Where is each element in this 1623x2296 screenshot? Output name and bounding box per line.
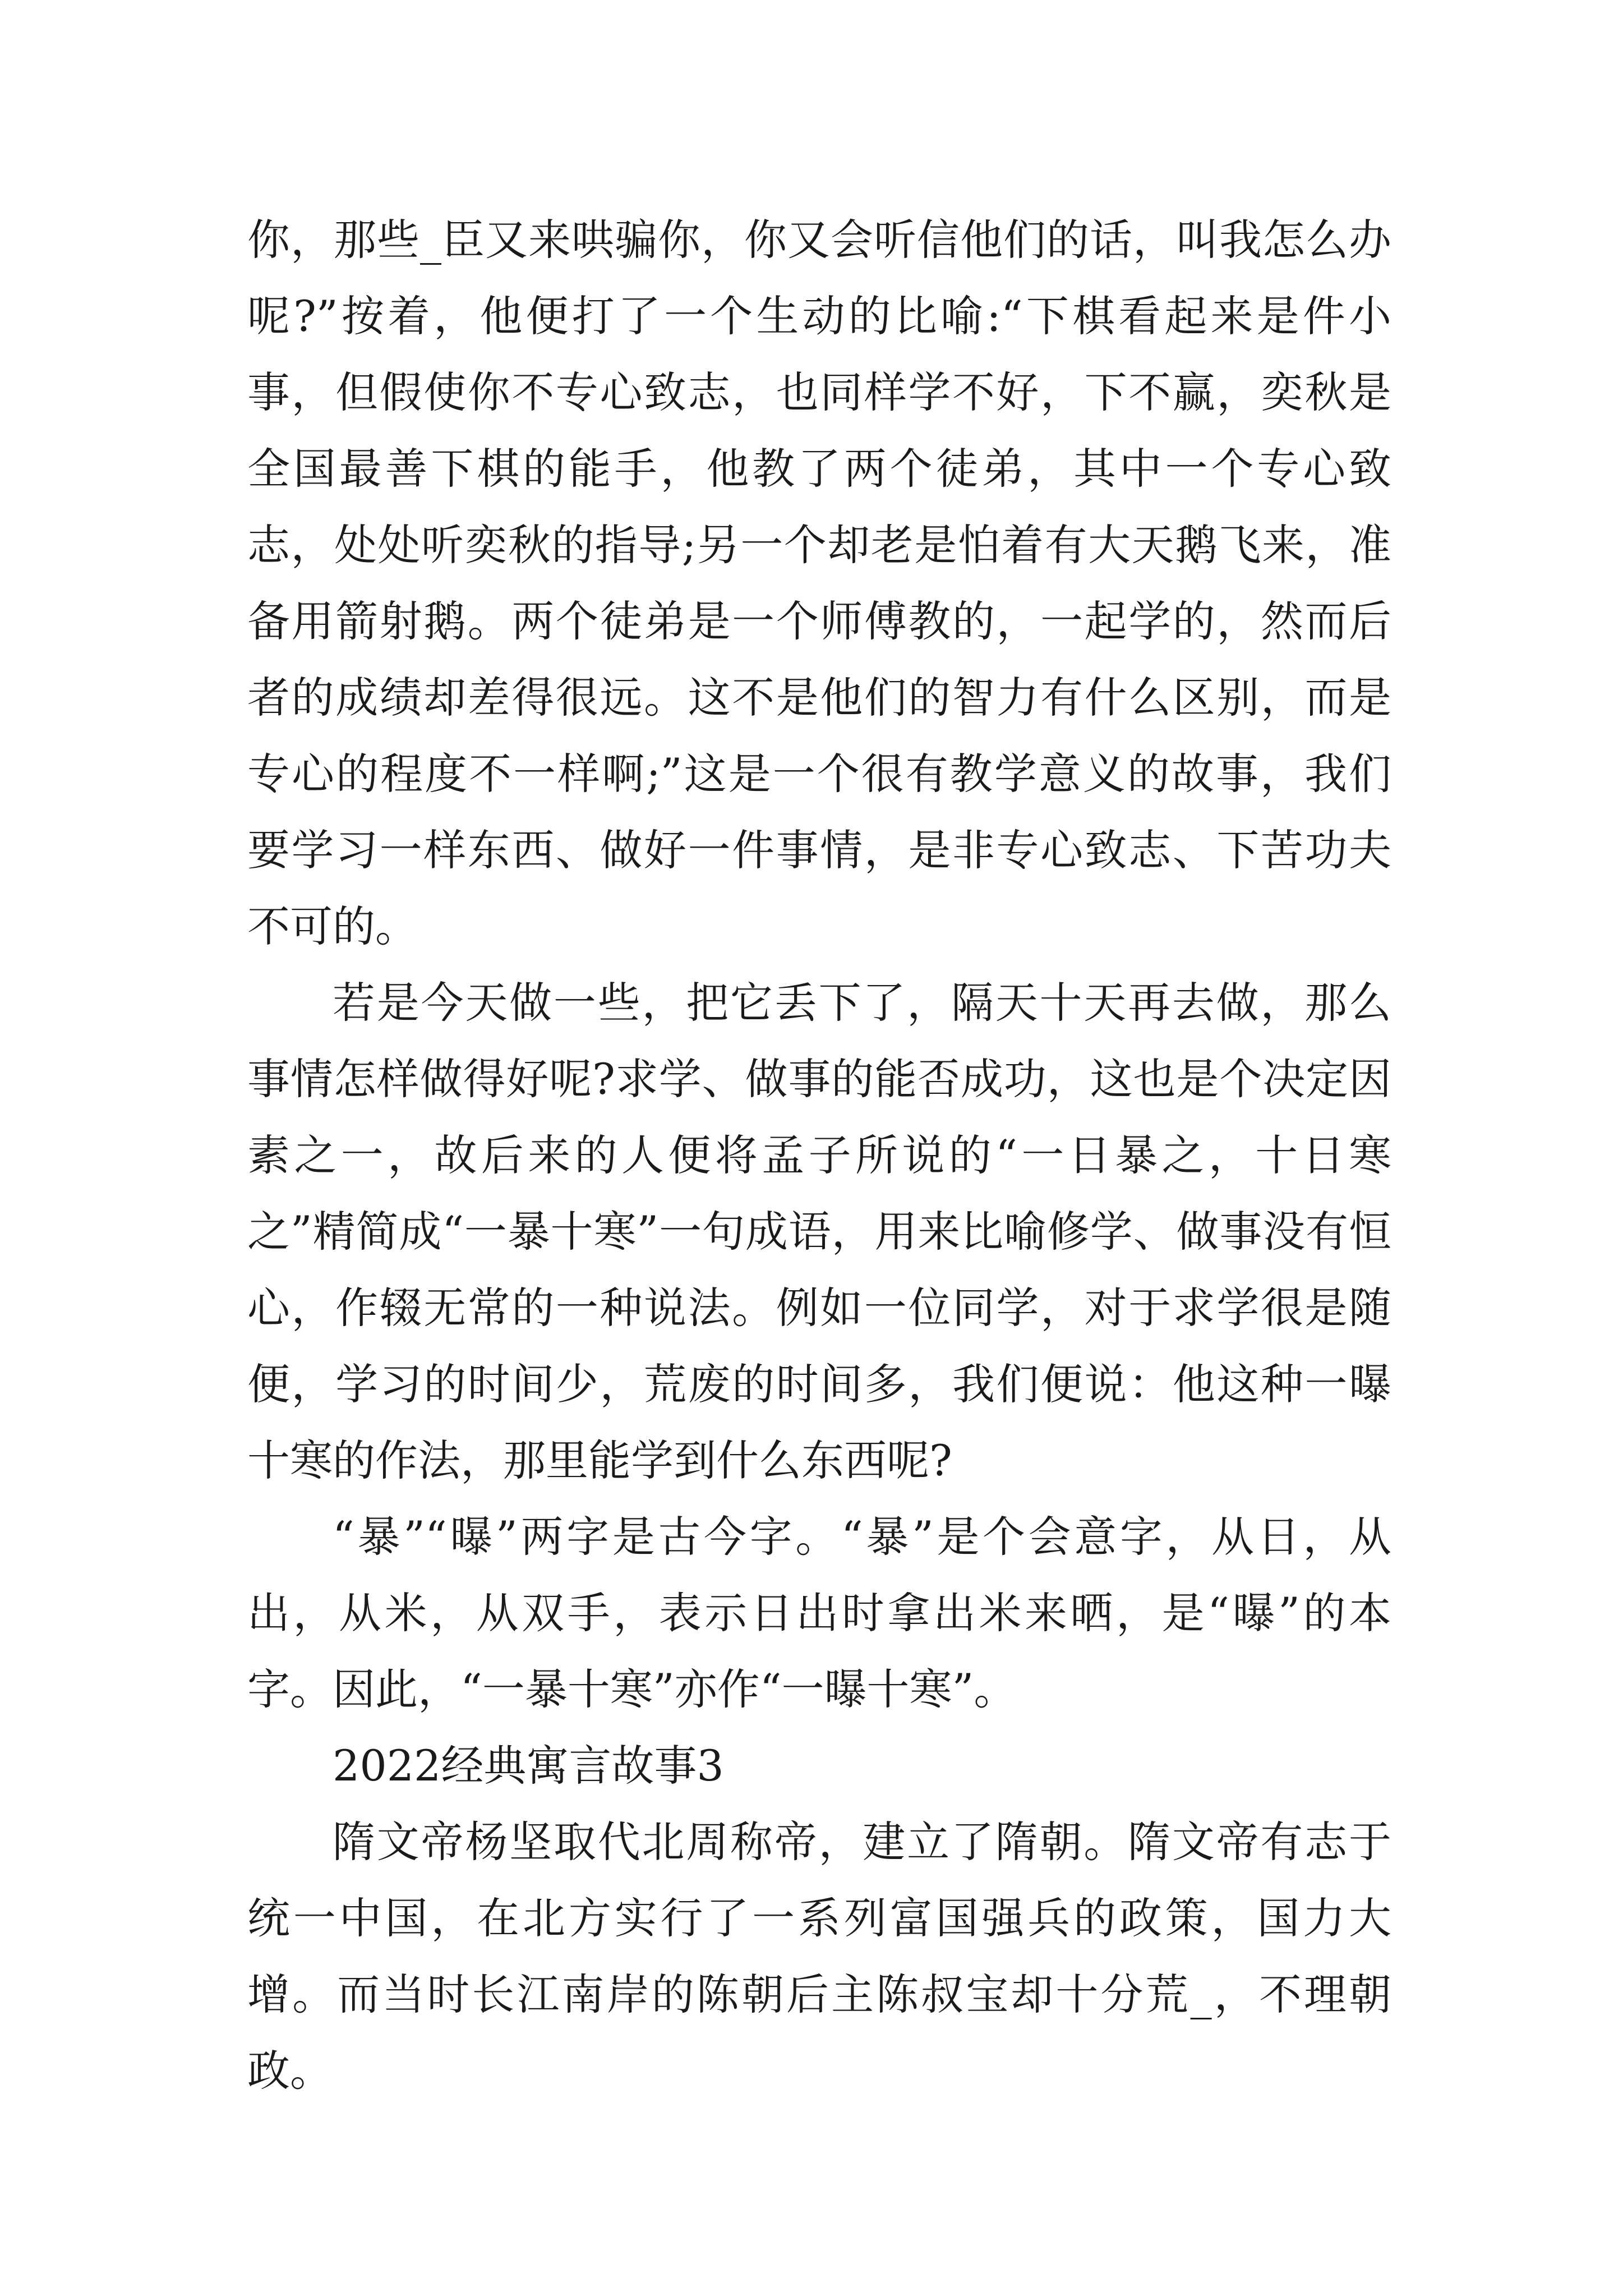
- paragraph-4: 隋文帝杨坚取代北周称帝，建立了隋朝。隋文帝有志于统一中国，在北方实行了一系列富国强兵的政策，国力大增。而当时长江南岸的陈朝后主陈叔宝却十分荒_，不理朝政。: [247, 1817, 1391, 2096]
- document-body: [247, 202, 1391, 2109]
- paragraph-1: 你，那些_臣又来哄骗你，你又会听信他们的话，叫我怎么办呢?”按着，他便打了一个生动的比喻:“下棋看起来是件小事，但假使你不专心致志，也同样学不好，下不赢，奕秋是全国最善下棋的能手，他教了两个徒弟，其中一个专心致志，处处听奕秋的指导;另一个却老是怕着有大天鹅飞来，准备用箭射鹅。两个徒弟是一个师傅教的，一起学的，然而后者的成绩却差得很远。这不是他们的智力有什么区别，而是专心的程度不一样啊;”这是一个很有教学意义的故事，我们要学习一样东西、做好一件事情，是非专心致志、下苦功夫不可的。: [247, 215, 1391, 951]
- paragraph-3: “暴”“曝”两字是古今字。“暴”是个会意字，从日，从出，从米，从双手，表示日出时拿出米来晒，是“曝”的本字。因此，“一暴十寒”亦作“一曝十寒”。: [247, 1512, 1391, 1714]
- paragraph-2: 若是今天做一些，把它丢下了，隔天十天再去做，那么事情怎样做得好呢?求学、做事的能否成功，这也是个决定因素之一，故后来的人便将孟子所说的“一日暴之，十日寒之”精简成“一暴十寒”一句成语，用来比喻修学、做事没有恒心，作辍无常的一种说法。例如一位同学，对于求学很是随便，学习的时间少，荒废的时间多，我们便说：他这种一曝十寒的作法，那里能学到什么东西呢?: [247, 978, 1391, 1485]
- section-heading: 2022经典寓言故事3: [333, 1741, 724, 1791]
